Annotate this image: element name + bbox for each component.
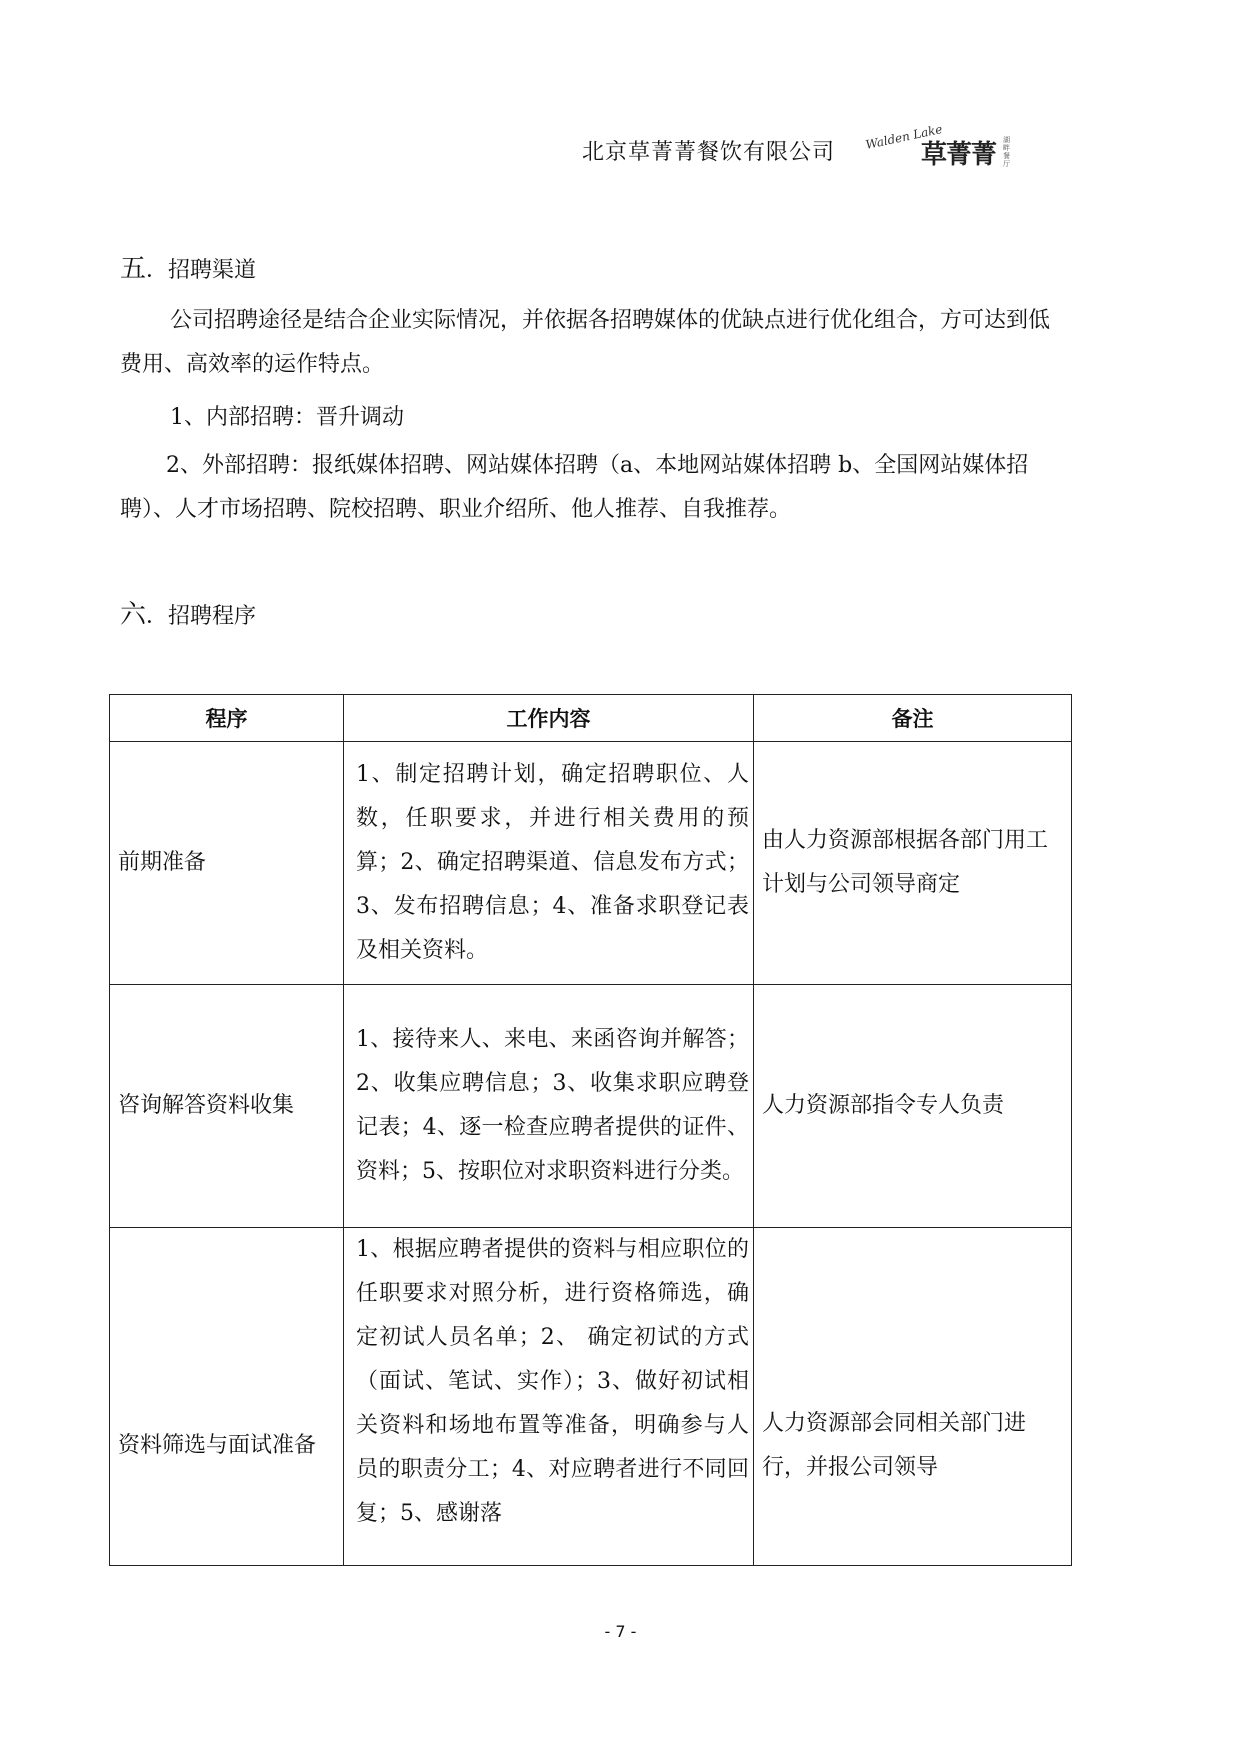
section-5-title: ．招聘渠道	[146, 258, 257, 283]
section-5-intro: 公司招聘途径是结合企业实际情况，并依据各招聘媒体的优缺点进行优化组合，方可达到低费用、高效率的运作特点。	[120, 308, 1051, 377]
logo-small-text: 湖畔餐厅	[1003, 136, 1011, 168]
table-row	[110, 985, 1072, 1228]
logo-script-text: Walden Lake	[864, 122, 944, 152]
content-cell: 1、根据应聘者提供的资料与相应职位的任职要求对照分析，进行资格筛选，确定初试人员名单；2、 确定初试的方式（面试、笔试、实作）；3、做好初试相关资料和场地布置等准备，明确参与人员的职责分工；4、对应聘者进行不同回复；5、感谢落	[344, 1228, 754, 1566]
section-6-title: ．招聘程序	[146, 604, 257, 629]
table-row	[110, 1228, 1072, 1566]
step-cell: 咨询解答资料收集	[110, 985, 344, 1228]
section-6-heading	[120, 594, 256, 631]
page-header	[582, 122, 1016, 172]
header-procedure: 程序	[110, 695, 344, 742]
recruitment-procedure-table	[109, 694, 1072, 1566]
step-cell: 资料筛选与面试准备	[110, 1228, 344, 1566]
section-6-number: 六	[120, 600, 147, 630]
step-cell: 前期准备	[110, 742, 344, 985]
header-remarks: 备注	[754, 695, 1072, 742]
section-5-item-2: 2、外部招聘：报纸媒体招聘、网站媒体招聘（a、本地网站媒体招聘 b、全国网站媒体招聘）、人才市场招聘、院校招聘、职业介绍所、他人推荐、自我推荐。	[120, 453, 1029, 522]
content-cell: 1、制定招聘计划，确定招聘职位、人数，任职要求，并进行相关费用的预算；2、确定招聘渠道、信息发布方式；3、发布招聘信息；4、准备求职登记表及相关资料。	[344, 742, 754, 985]
note-cell: 人力资源部会同相关部门进行，并报公司领导	[754, 1228, 1072, 1566]
section-5-number: 五	[120, 254, 147, 284]
header-work-content: 工作内容	[344, 695, 754, 742]
company-name: 北京草菁菁餐饮有限公司	[582, 139, 836, 165]
page-number: - 7 -	[604, 1622, 637, 1641]
company-logo	[861, 122, 1016, 172]
section-5-item-1: 1、内部招聘：晋升调动	[170, 405, 404, 430]
table-header-row	[110, 695, 1072, 742]
table-row	[110, 742, 1072, 985]
logo-brand-text: 草菁菁	[921, 140, 997, 170]
content-cell: 1、接待来人、来电、来函咨询并解答；2、收集应聘信息；3、收集求职应聘登记表；4、逐一检查应聘者提供的证件、资料；5、按职位对求职资料进行分类。	[344, 985, 754, 1228]
note-cell: 由人力资源部根据各部门用工计划与公司领导商定	[754, 742, 1072, 985]
section-5-heading	[120, 248, 256, 285]
note-cell: 人力资源部指令专人负责	[754, 985, 1072, 1228]
